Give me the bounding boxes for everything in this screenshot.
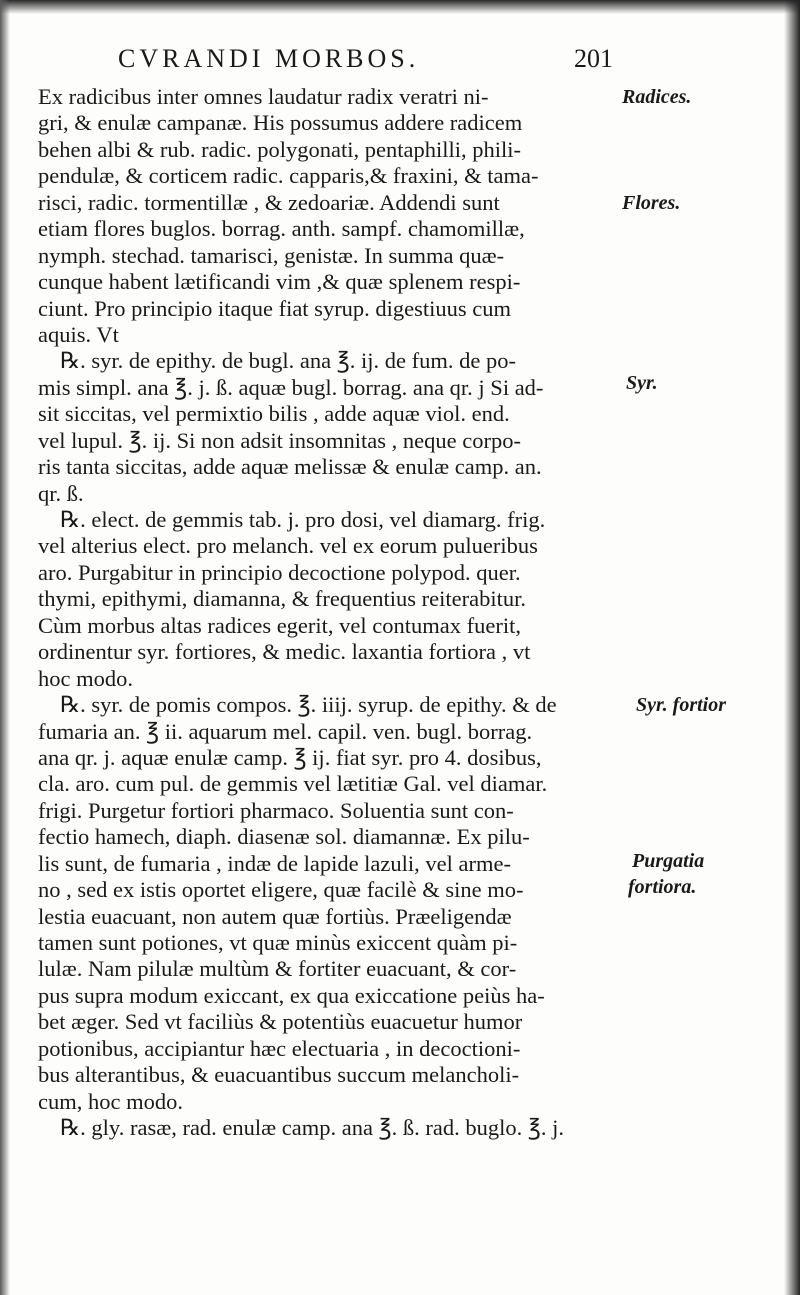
text-line: ris tanta siccitas, adde aquæ melissæ & enulæ camp. an. <box>38 454 542 480</box>
text-line: vel lupul. ℥. ij. Si non adsit insomnitas , neque corpo- <box>38 427 521 453</box>
text-line: fectio hamech, diaph. diasenæ sol. diamannæ. Ex pilu- <box>38 824 530 850</box>
text-line: lestia euacuant, non autem quæ fortiùs. Præeligendæ <box>38 903 512 929</box>
text-line: tamen sunt potiones, vt quæ minùs exiccent quàm pi- <box>38 930 518 955</box>
text-line: etiam flores buglos. borrag. anth. sampf. chamomillæ, <box>38 216 525 242</box>
text-line: bet æger. Sed vt faciliùs & potentiùs euacuetur humor <box>38 1009 523 1035</box>
text-line: ciunt. Pro principio itaque fiat syrup. digestiuus cum <box>38 295 512 321</box>
recipe-line: ℞. syr. de epithy. de bugl. ana ℥. ij. de fum. de po- <box>60 348 516 374</box>
text-line: ordinentur syr. fortiores, & medic. laxantia fortiora , vt <box>38 639 531 665</box>
marginal-note-syr: Syr. <box>626 372 658 394</box>
text-line: qr. ß. <box>38 480 84 506</box>
marginal-note-purgatia: Purgatia <box>632 850 705 872</box>
text-line: lis sunt, de fumaria , indæ de lapide lazuli, vel arme- <box>38 850 511 876</box>
text-line: ana qr. j. aquæ enulæ camp. ℥ ij. fiat syr. pro 4. dosibus, <box>38 744 542 770</box>
text-line: cum, hoc modo. <box>38 1088 183 1114</box>
text-line: cunque habent lætificandi vim ,& quæ splenem respi- <box>38 269 521 295</box>
page-edge-left-shadow <box>0 0 10 1295</box>
text-line: hoc modo. <box>38 665 133 691</box>
text-line: lulæ. Nam pilulæ multùm & fortiter euacuant, & cor- <box>38 956 517 982</box>
text-line: Cùm morbus altas radices egerit, vel contumax fuerit, <box>38 612 521 638</box>
text-line: pendulæ, & corticem radic. capparis,& fraxini, & tama- <box>38 163 539 189</box>
text-line: bus alterantibus, & euacuantibus succum melancholi- <box>38 1062 520 1088</box>
text-line: mis simpl. ana ℥. j. ß. aquæ bugl. borrag. ana qr. j Si ad- <box>38 374 544 400</box>
page-edge-top-shadow <box>0 0 800 14</box>
text-line: frigi. Purgetur fortiori pharmaco. Soluentia sunt con- <box>38 797 514 823</box>
text-line: potionibus, accipiantur hæc electuaria , in decoctioni- <box>38 1035 521 1061</box>
text-line: aro. Purgabitur in principio decoctione polypod. quer. <box>38 559 521 585</box>
text-line: gri, & enulæ campanæ. His possumus addere radicem <box>38 110 523 136</box>
marginal-note-syr-fortior: Syr. fortior <box>636 694 727 716</box>
text-line: Ex radicibus inter omnes laudatur radix veratri ni- <box>38 84 489 109</box>
page-edge-right-shadow <box>784 0 800 1295</box>
text-line: sit siccitas, vel permixtio bilis , adde aquæ viol. end. <box>38 401 510 427</box>
text-line: cla. aro. cum pul. de gemmis vel lætitiæ Gal. vel diamar. <box>38 771 548 797</box>
text-line: vel alterius elect. pro melanch. vel ex eorum pulueribus <box>38 533 538 559</box>
recipe-line: ℞. syr. de pomis compos. ℥. iiij. syrup. de epithy. & de <box>60 692 557 718</box>
text-line: thymi, epithymi, diamanna, & frequentius reiterabitur. <box>38 586 527 612</box>
marginal-note-flores: Flores. <box>622 192 681 214</box>
body-text <box>38 84 628 1142</box>
recipe-line: ℞. gly. rasæ, rad. enulæ camp. ana ℥. ß. rad. buglo. ℥. j. <box>60 1115 564 1141</box>
text-line: nymph. stechad. tamarisci, genistæ. In summa quæ- <box>38 242 505 268</box>
running-head: CVRANDI MORBOS. <box>118 44 420 73</box>
text-line: risci, radic. tormentillæ , & zedoariæ. Addendi sunt <box>38 189 500 215</box>
page-number: 201 <box>574 44 613 73</box>
text-line: pus supra modum exiccant, ex qua exiccatione peiùs ha- <box>38 982 545 1008</box>
text-line: no , sed ex istis oportet eligere, quæ facilè & sine mo- <box>38 877 524 903</box>
marginal-note-fortiora: fortiora. <box>628 876 697 898</box>
text-line: behen albi & rub. radic. polygonati, pentaphilli, phili- <box>38 136 522 162</box>
text-line: fumaria an. ℥ ii. aquarum mel. capil. ven. bugl. borrag. <box>38 718 533 744</box>
text-line: aquis. Vt <box>38 321 119 347</box>
marginal-note-radices: Radices. <box>622 86 692 108</box>
recipe-line: ℞. elect. de gemmis tab. j. pro dosi, vel diamarg. frig. <box>60 507 546 532</box>
